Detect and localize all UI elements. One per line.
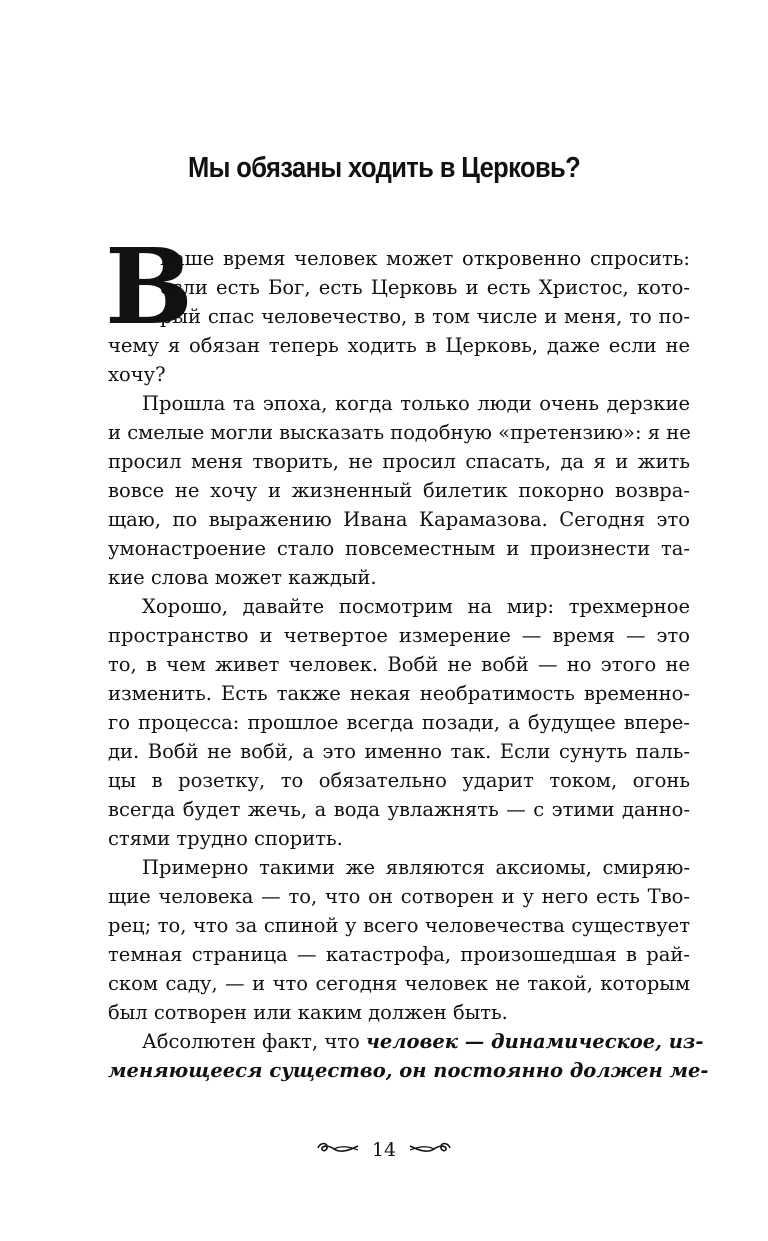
text-line: темная страница — катастрофа, произошедшая в рай-	[108, 943, 690, 966]
text-line: рый спас человечество, в том числе и меня, то по-	[160, 305, 690, 328]
text-line: умонастроение стало повсеместным и произнести та-	[108, 537, 690, 560]
page-footer	[0, 1138, 768, 1161]
text-line: был сотворен или каким должен быть.	[108, 1001, 508, 1024]
text-line: вовсе не хочу и жизненный билетик покорно возвра-	[108, 479, 690, 502]
text-line: и смелые могли высказать подобную «претензию»: я не	[108, 421, 691, 444]
text-line: щаю, по выражению Ивана Карамазова. Сегодня это	[108, 508, 690, 531]
text-line: стями трудно спорить.	[108, 827, 343, 850]
text-line: пространство и четвертое измерение — время — это	[108, 624, 690, 647]
text-line: го процесса: прошлое всегда позади, а будущее впере-	[108, 711, 690, 734]
text-line: изменить. Есть также некая необратимость временно-	[108, 682, 690, 705]
chapter-title: Мы обязаны ходить в Церковь?	[187, 152, 581, 184]
text-line: щие человека — то, что он сотворен и у него есть Тво-	[108, 885, 690, 908]
text-line: чему я обязан теперь ходить в Церковь, даже если не	[108, 334, 690, 357]
emphasis-text: человек — динамическое, из-	[365, 1030, 704, 1053]
text-line: если есть Бог, есть Церковь и есть Христос, кото-	[160, 276, 690, 299]
text-line: кие слова может каждый.	[108, 566, 377, 589]
text-line: хочу?	[108, 363, 166, 386]
text-lead: Абсолютен факт, что	[142, 1030, 366, 1053]
text-line: рец; то, что за спиной у всего человечества существует	[108, 914, 690, 937]
body-text	[108, 244, 709, 1085]
left-ornament-icon	[316, 1139, 360, 1161]
text-line	[108, 1056, 709, 1085]
text-line: наше время человек может откровенно спросить:	[160, 247, 690, 270]
text-line: Примерно такими же являются аксиомы, смиряю-	[142, 856, 690, 879]
page-number: 14	[371, 1139, 397, 1161]
drop-cap: В	[105, 225, 193, 348]
text-line: ском саду, — и что сегодня человек не такой, которым	[108, 972, 690, 995]
text-line: просил меня творить, не просил спасать, да я и жить	[108, 450, 690, 473]
right-ornament-icon	[408, 1139, 452, 1161]
text-line: ди. Вобй не вобй, а это именно так. Если сунуть паль-	[108, 740, 690, 763]
emphasis-text: меняющееся существо, он постоянно должен ме-	[108, 1059, 709, 1082]
text-line: цы в розетку, то обязательно ударит током, огонь	[108, 769, 690, 792]
text-line	[108, 1027, 704, 1056]
text-line: Прошла та эпоха, когда только люди очень дерзкие	[142, 392, 690, 415]
text-line: всегда будет жечь, а вода увлажнять — с этими данно-	[108, 798, 690, 821]
text-line: Хорошо, давайте посмотрим на мир: трехмерное	[142, 595, 690, 618]
text-line: то, в чем живет человек. Вобй не вобй — но этого не	[108, 653, 690, 676]
